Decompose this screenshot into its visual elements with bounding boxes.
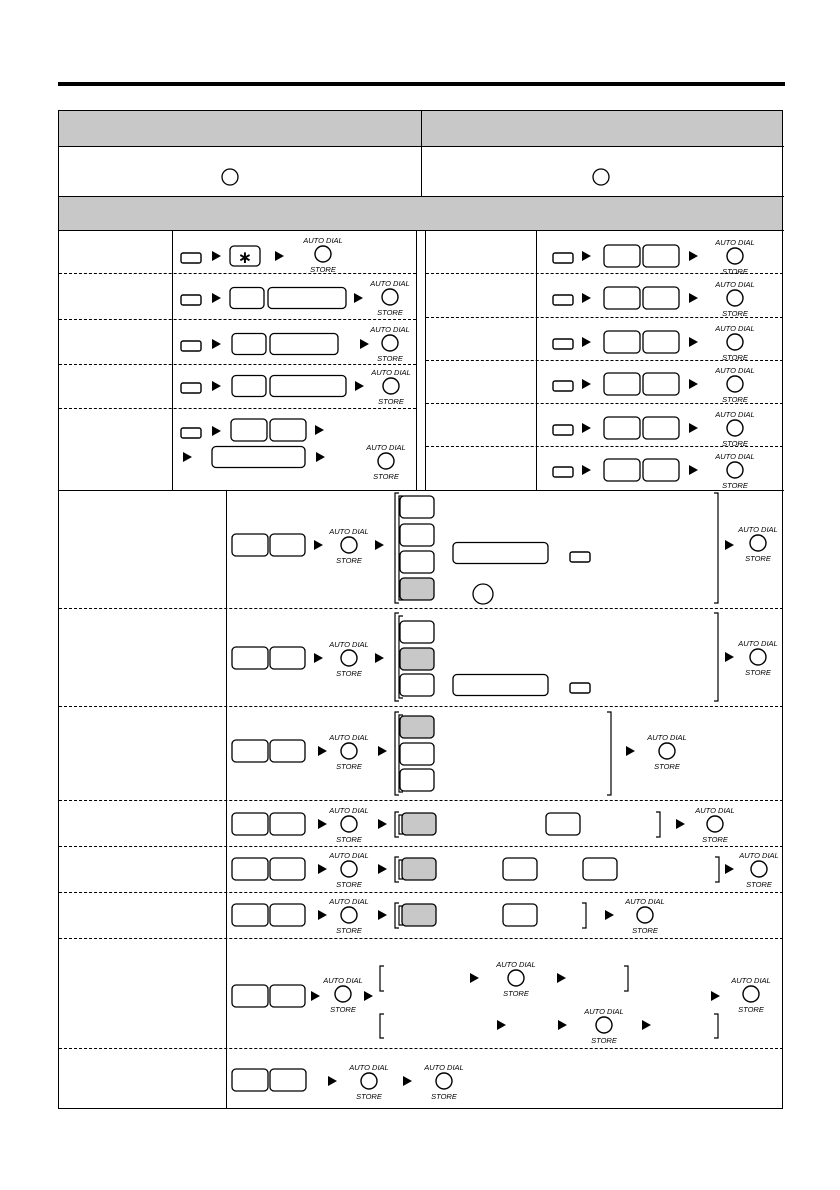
auto-dial-store-button-icon (714, 452, 754, 490)
store-button-bottom-label: STORE (336, 835, 362, 844)
key-icon (400, 648, 434, 670)
arrow-right-icon (318, 819, 327, 829)
key-icon (400, 496, 434, 518)
bracket-icon (714, 493, 718, 603)
key-icon (604, 459, 640, 481)
arrow-right-icon (582, 465, 591, 475)
auto-dial-store-button-icon (495, 960, 535, 998)
store-button-bottom-label: STORE (738, 1005, 764, 1014)
round-button-icon (222, 169, 238, 185)
key-icon (232, 1069, 268, 1091)
key-icon (232, 904, 268, 926)
auto-dial-store-button-icon (423, 1063, 463, 1101)
store-button-top-label: AUTO DIAL (329, 527, 369, 536)
arrow-right-icon (689, 379, 698, 389)
arrow-right-icon (275, 251, 284, 261)
arrow-right-icon (725, 652, 734, 662)
auto-dial-store-button-icon (328, 733, 368, 771)
key-icon (400, 743, 434, 765)
arrow-right-icon (689, 337, 698, 347)
key-icon (643, 373, 679, 395)
store-button-bottom-label: STORE (722, 481, 748, 490)
auto-dial-store-button-icon (714, 324, 754, 362)
store-button-top-label: AUTO DIAL (647, 733, 687, 742)
arrow-right-icon (689, 293, 698, 303)
key-icon (400, 551, 434, 573)
store-button-top-label: AUTO DIAL (323, 976, 363, 985)
store-button-bottom-label: STORE (378, 397, 404, 406)
store-button-top-label: AUTO DIAL (715, 280, 755, 289)
key-icon (400, 674, 434, 696)
key-icon (643, 417, 679, 439)
key-icon (643, 459, 679, 481)
arrow-right-icon (378, 864, 387, 874)
store-button-bottom-label: STORE (746, 880, 772, 889)
key-icon (232, 647, 268, 669)
arrow-right-icon (470, 973, 479, 983)
auto-dial-store-button-icon (302, 236, 342, 274)
store-button-bottom-label: STORE (356, 1092, 382, 1101)
arrow-right-icon (318, 746, 327, 756)
auto-dial-store-button-icon (328, 851, 368, 889)
handset-button-icon (570, 552, 590, 562)
arrow-right-icon (626, 746, 635, 756)
key-icon (503, 904, 537, 926)
bracket-icon (715, 857, 719, 882)
text-entry-field-icon (270, 334, 338, 355)
arrow-right-icon (582, 337, 591, 347)
key-icon (230, 288, 264, 309)
key-icon (402, 858, 436, 880)
bracket-icon (714, 613, 718, 701)
arrow-right-icon (558, 1020, 567, 1030)
bracket-icon (607, 712, 611, 795)
auto-dial-store-button-icon (714, 366, 754, 404)
key-icon (643, 245, 679, 267)
store-button-top-label: AUTO DIAL (303, 236, 343, 245)
round-button-icon (473, 584, 493, 604)
store-button-bottom-label: STORE (336, 762, 362, 771)
bracket-icon (624, 966, 628, 991)
store-button-top-label: AUTO DIAL (370, 325, 410, 334)
text-entry-field-icon (268, 288, 346, 309)
store-button-top-label: AUTO DIAL (329, 851, 369, 860)
text-entry-field-icon (453, 675, 548, 696)
store-button-top-label: AUTO DIAL (496, 960, 536, 969)
auto-dial-store-button-icon (370, 368, 410, 406)
store-button-top-label: AUTO DIAL (715, 452, 755, 461)
key-icon (270, 904, 305, 926)
handset-button-icon (570, 683, 590, 693)
store-button-bottom-label: STORE (377, 354, 403, 363)
round-button-icon (593, 169, 609, 185)
arrow-right-icon (582, 251, 591, 261)
auto-dial-store-button-icon (328, 640, 368, 678)
auto-dial-store-button-icon (737, 525, 777, 563)
key-icon (400, 621, 434, 643)
arrow-right-icon (355, 381, 364, 391)
store-button-bottom-label: STORE (722, 439, 748, 448)
key-icon (270, 985, 305, 1007)
arrow-right-icon (403, 1076, 412, 1086)
auto-dial-store-button-icon (730, 976, 770, 1014)
text-entry-field-icon (212, 447, 305, 468)
store-button-top-label: AUTO DIAL (329, 806, 369, 815)
arrow-right-icon (582, 379, 591, 389)
auto-dial-store-button-icon (369, 325, 409, 363)
arrow-right-icon (311, 991, 320, 1001)
store-button-top-label: AUTO DIAL (695, 806, 735, 815)
store-button-bottom-label: STORE (654, 762, 680, 771)
key-icon (232, 376, 266, 397)
key-icon (546, 813, 580, 835)
key-icon (402, 904, 436, 926)
store-button-top-label: AUTO DIAL (329, 640, 369, 649)
auto-dial-store-button-icon (348, 1063, 388, 1101)
arrow-right-icon (689, 251, 698, 261)
arrow-right-icon (689, 423, 698, 433)
arrow-right-icon (318, 910, 327, 920)
bracket-icon (380, 1014, 384, 1038)
arrow-right-icon (328, 1076, 337, 1086)
arrow-right-icon (711, 991, 720, 1001)
store-button-top-label: AUTO DIAL (424, 1063, 464, 1072)
store-button-top-label: AUTO DIAL (731, 976, 771, 985)
handset-button-icon (553, 295, 573, 305)
handset-button-icon (181, 341, 201, 351)
auto-dial-store-button-icon (365, 443, 405, 481)
key-icon (643, 331, 679, 353)
key-icon (231, 419, 267, 441)
arrow-right-icon (318, 864, 327, 874)
store-button-bottom-label: STORE (336, 926, 362, 935)
auto-dial-store-button-icon (737, 639, 777, 677)
bracket-icon (582, 903, 586, 928)
key-icon (503, 858, 537, 880)
arrow-right-icon (605, 910, 614, 920)
key-icon (232, 813, 268, 835)
bracket-icon (656, 812, 660, 837)
auto-dial-store-button-icon (694, 806, 734, 844)
auto-dial-store-button-icon (714, 280, 754, 318)
arrow-right-icon (378, 910, 387, 920)
arrow-right-icon (314, 653, 323, 663)
store-button-top-label: AUTO DIAL (739, 851, 779, 860)
key-icon (270, 813, 305, 835)
store-button-top-label: AUTO DIAL (370, 279, 410, 288)
store-button-top-label: AUTO DIAL (329, 733, 369, 742)
arrow-right-icon (354, 293, 363, 303)
store-button-bottom-label: STORE (745, 668, 771, 677)
auto-dial-store-button-icon (714, 410, 754, 448)
auto-dial-store-button-icon (322, 976, 362, 1014)
key-icon (270, 419, 306, 441)
key-icon (604, 417, 640, 439)
auto-dial-store-button-icon (738, 851, 778, 889)
arrow-right-icon (378, 819, 387, 829)
arrow-right-icon (314, 540, 323, 550)
store-button-bottom-label: STORE (591, 1036, 617, 1045)
key-icon (270, 647, 305, 669)
auto-dial-store-button-icon (328, 527, 368, 565)
handset-button-icon (553, 339, 573, 349)
text-entry-field-icon (270, 376, 346, 397)
arrow-right-icon (676, 819, 685, 829)
store-button-bottom-label: STORE (503, 989, 529, 998)
key-icon (400, 769, 434, 791)
key-icon (270, 534, 305, 556)
store-button-top-label: AUTO DIAL (329, 897, 369, 906)
handset-button-icon (553, 425, 573, 435)
store-button-bottom-label: STORE (336, 669, 362, 678)
store-button-top-label: AUTO DIAL (738, 639, 778, 648)
store-button-bottom-label: STORE (330, 1005, 356, 1014)
store-button-bottom-label: STORE (745, 554, 771, 563)
store-button-bottom-label: STORE (310, 265, 336, 274)
arrow-right-icon (375, 653, 384, 663)
key-icon (232, 534, 268, 556)
handset-button-icon (553, 253, 573, 263)
key-icon (232, 334, 266, 355)
store-button-bottom-label: STORE (377, 308, 403, 317)
handset-button-icon (553, 467, 573, 477)
store-button-bottom-label: STORE (336, 556, 362, 565)
bracket-icon (380, 966, 384, 991)
handset-button-icon (553, 381, 573, 391)
store-button-bottom-label: STORE (702, 835, 728, 844)
arrow-right-icon (689, 465, 698, 475)
arrow-right-icon (364, 991, 373, 1001)
store-button-bottom-label: STORE (722, 267, 748, 276)
handset-button-icon (181, 383, 201, 393)
store-button-top-label: AUTO DIAL (738, 525, 778, 534)
store-button-top-label: AUTO DIAL (715, 238, 755, 247)
arrow-right-icon (360, 339, 369, 349)
key-icon (400, 524, 434, 546)
store-button-bottom-label: STORE (431, 1092, 457, 1101)
key-icon (232, 858, 268, 880)
auto-dial-store-button-icon (583, 1007, 623, 1045)
arrow-right-icon (582, 293, 591, 303)
key-icon (604, 331, 640, 353)
handset-button-icon (181, 295, 201, 305)
arrow-right-icon (315, 425, 324, 435)
arrow-right-icon (212, 339, 221, 349)
text-entry-field-icon (453, 543, 548, 564)
key-icon (643, 287, 679, 309)
arrow-right-icon (582, 423, 591, 433)
key-icon (232, 740, 268, 762)
key-icon (270, 740, 305, 762)
store-button-bottom-label: STORE (373, 472, 399, 481)
auto-dial-store-button-icon (328, 806, 368, 844)
store-button-bottom-label: STORE (336, 880, 362, 889)
arrow-right-icon (316, 452, 325, 462)
store-button-top-label: AUTO DIAL (625, 897, 665, 906)
handset-button-icon (181, 253, 201, 263)
store-button-bottom-label: STORE (722, 309, 748, 318)
store-button-top-label: AUTO DIAL (715, 410, 755, 419)
arrow-right-icon (725, 540, 734, 550)
store-button-bottom-label: STORE (722, 395, 748, 404)
store-button-top-label: AUTO DIAL (584, 1007, 624, 1016)
store-button-top-label: AUTO DIAL (715, 324, 755, 333)
auto-dial-store-button-icon (646, 733, 686, 771)
arrow-right-icon (212, 426, 221, 436)
auto-dial-store-button-icon (624, 897, 664, 935)
arrow-right-icon (557, 973, 566, 983)
auto-dial-store-button-icon (714, 238, 754, 276)
arrow-right-icon (212, 293, 221, 303)
store-button-top-label: AUTO DIAL (715, 366, 755, 375)
key-icon (400, 716, 434, 738)
arrow-right-icon (725, 864, 734, 874)
arrow-right-icon (642, 1020, 651, 1030)
store-button-top-label: AUTO DIAL (366, 443, 406, 452)
arrow-right-icon (212, 381, 221, 391)
key-icon (402, 813, 436, 835)
arrow-right-icon (375, 540, 384, 550)
arrow-right-icon (497, 1020, 506, 1030)
bracket-icon (714, 1014, 718, 1038)
arrow-right-icon (183, 452, 192, 462)
store-button-top-label: AUTO DIAL (349, 1063, 389, 1072)
store-button-top-label: AUTO DIAL (371, 368, 411, 377)
key-icon (604, 287, 640, 309)
store-button-bottom-label: STORE (722, 353, 748, 362)
key-icon (400, 578, 434, 600)
auto-dial-store-button-icon (328, 897, 368, 935)
handset-button-icon (181, 428, 201, 438)
key-icon (232, 985, 268, 1007)
key-icon (604, 245, 640, 267)
arrow-right-icon (378, 746, 387, 756)
store-button-bottom-label: STORE (632, 926, 658, 935)
arrow-right-icon (212, 251, 221, 261)
star-key-icon: ∗ (237, 248, 253, 268)
auto-dial-store-button-icon (369, 279, 409, 317)
key-icon (583, 858, 617, 880)
key-icon (604, 373, 640, 395)
key-icon (270, 858, 305, 880)
key-icon (270, 1069, 306, 1091)
